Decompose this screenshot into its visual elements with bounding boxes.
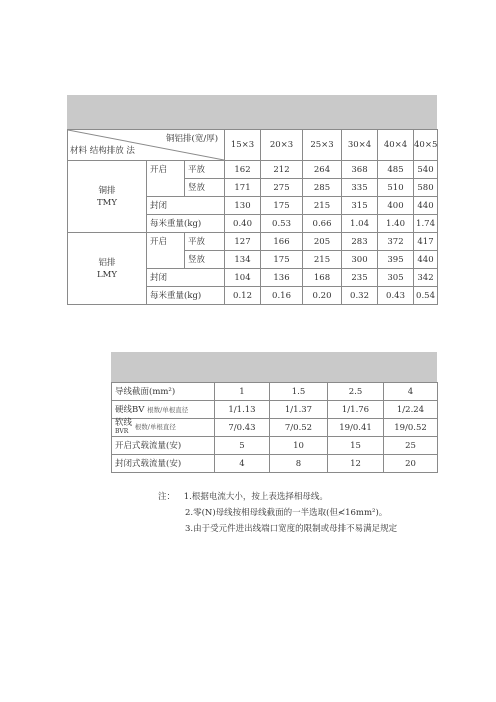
weight-label: 每米重量(kg) — [147, 215, 225, 233]
notes-prefix: 注： — [158, 492, 176, 502]
table2-header-band — [111, 352, 437, 382]
open-capacity-label: 开启式载流量(安) — [112, 437, 215, 455]
soft-wire-label: 软线 — [115, 418, 133, 428]
table-cell: 15 — [328, 437, 384, 455]
table-cell: 440 — [414, 197, 438, 215]
table-cell: 4 — [215, 455, 270, 473]
material-name: 铜排 — [98, 185, 116, 196]
section-label-text: 导线截面(mm²) — [115, 386, 176, 397]
hard-wire-label: 硬线BV — [115, 404, 145, 415]
table-cell: 127 — [225, 233, 261, 251]
header-top-label: 铜铝排(宽/厚) — [166, 134, 219, 144]
size-header: 25×3 — [303, 130, 342, 161]
table-cell: 162 — [225, 161, 261, 179]
table-cell: 12 — [328, 455, 384, 473]
table-cell: 20 — [384, 455, 438, 473]
table-cell: 1.40 — [378, 215, 414, 233]
table-cell: 1/1.76 — [328, 401, 384, 419]
table-cell: 0.54 — [414, 287, 438, 305]
size-header: 30×4 — [342, 130, 378, 161]
notes — [158, 489, 397, 537]
table-cell: 342 — [414, 269, 438, 287]
table-cell: 175 — [261, 197, 303, 215]
table-cell: 1.04 — [342, 215, 378, 233]
table-cell: 0.20 — [303, 287, 342, 305]
table-cell: 0.16 — [261, 287, 303, 305]
table-cell: 134 — [225, 251, 261, 269]
closed-label: 封闭 — [147, 197, 225, 215]
table-cell: 335 — [342, 179, 378, 197]
table-cell: 283 — [342, 233, 378, 251]
table-cell: 372 — [378, 233, 414, 251]
table-cell: 1.5 — [270, 383, 328, 401]
size-header: 20×3 — [261, 130, 303, 161]
table-cell: 395 — [378, 251, 414, 269]
busbar-table — [67, 129, 438, 305]
soft-wire-code: BVR — [115, 428, 129, 435]
table-cell: 19/0.52 — [384, 419, 438, 437]
header-bottom-label: 材料 结构排放 法 — [70, 146, 135, 156]
note-item: 3.由于受元件进出线端口宽度的限制或母排不易满足规定 — [185, 524, 398, 534]
vertical-label: 竖放 — [185, 179, 225, 197]
table-cell: 104 — [225, 269, 261, 287]
table-cell: 0.40 — [225, 215, 261, 233]
table-cell: 166 — [261, 233, 303, 251]
material-code: LMY — [97, 269, 117, 280]
table-cell: 5 — [215, 437, 270, 455]
table-cell: 580 — [414, 179, 438, 197]
table-cell: 510 — [378, 179, 414, 197]
table-cell: 417 — [414, 233, 438, 251]
table-cell: 215 — [303, 251, 342, 269]
material-name: 铝排 — [98, 257, 116, 268]
table-cell: 7/0.52 — [270, 419, 328, 437]
note-item: 2.零(N)母线按相母线截面的一半选取(但≮16mm²)。 — [185, 508, 388, 518]
hard-wire-label-cell — [112, 401, 215, 419]
size-header: 15×3 — [225, 130, 261, 161]
table-cell: 235 — [342, 269, 378, 287]
table-cell: 440 — [414, 251, 438, 269]
diagonal-header-cell — [68, 130, 225, 161]
table-cell: 136 — [261, 269, 303, 287]
table-cell: 0.32 — [342, 287, 378, 305]
table-cell: 168 — [303, 269, 342, 287]
closed-label: 封闭 — [147, 269, 225, 287]
size-header: 40×4 — [378, 130, 414, 161]
wire-table — [111, 382, 438, 473]
flat-label: 平放 — [185, 233, 225, 251]
note-row — [158, 489, 397, 505]
open-label: 开启 — [147, 161, 185, 179]
table-cell: 215 — [303, 197, 342, 215]
table-cell: 400 — [378, 197, 414, 215]
material-cell-copper — [68, 161, 147, 233]
table-cell: 1.74 — [414, 215, 438, 233]
table-cell: 130 — [225, 197, 261, 215]
closed-capacity-label: 封闭式载流量(安) — [112, 455, 215, 473]
blank-cell — [147, 179, 185, 197]
table-cell: 275 — [261, 179, 303, 197]
section-label — [112, 383, 215, 401]
table-cell: 2.5 — [328, 383, 384, 401]
size-header: 40×5 — [414, 130, 438, 161]
table-cell: 368 — [342, 161, 378, 179]
open-label: 开启 — [147, 233, 185, 251]
material-code: TMY — [97, 197, 117, 208]
table-cell: 0.53 — [261, 215, 303, 233]
table-cell: 285 — [303, 179, 342, 197]
table-cell: 25 — [384, 437, 438, 455]
table-cell: 300 — [342, 251, 378, 269]
table-cell: 7/0.43 — [215, 419, 270, 437]
table-cell: 315 — [342, 197, 378, 215]
table-cell: 264 — [303, 161, 342, 179]
table-cell: 1 — [215, 383, 270, 401]
table-cell: 1/1.13 — [215, 401, 270, 419]
table-cell: 485 — [378, 161, 414, 179]
table1-header-band — [67, 95, 437, 129]
table-cell: 8 — [270, 455, 328, 473]
table-cell: 305 — [378, 269, 414, 287]
hard-wire-sub: 根数/单根直径 — [147, 405, 189, 414]
table-cell: 1/1.37 — [270, 401, 328, 419]
table-cell: 205 — [303, 233, 342, 251]
table-cell: 171 — [225, 179, 261, 197]
table-cell: 540 — [414, 161, 438, 179]
flat-label: 平放 — [185, 161, 225, 179]
table-cell: 19/0.41 — [328, 419, 384, 437]
table-cell: 175 — [261, 251, 303, 269]
table-cell: 0.43 — [378, 287, 414, 305]
material-cell-aluminium — [68, 233, 147, 305]
note-item: 1.根据电流大小，按上表选择相母线。 — [183, 492, 328, 502]
table-cell: 212 — [261, 161, 303, 179]
vertical-label: 竖放 — [185, 251, 225, 269]
table-cell: 10 — [270, 437, 328, 455]
soft-wire-label-cell — [112, 419, 215, 437]
table-cell: 0.66 — [303, 215, 342, 233]
soft-wire-sub: 根数/单根直径 — [134, 423, 176, 431]
table-cell: 0.12 — [225, 287, 261, 305]
weight-label: 每米重量(kg) — [147, 287, 225, 305]
table-cell: 4 — [384, 383, 438, 401]
table-cell: 1/2.24 — [384, 401, 438, 419]
blank-cell — [147, 251, 185, 269]
